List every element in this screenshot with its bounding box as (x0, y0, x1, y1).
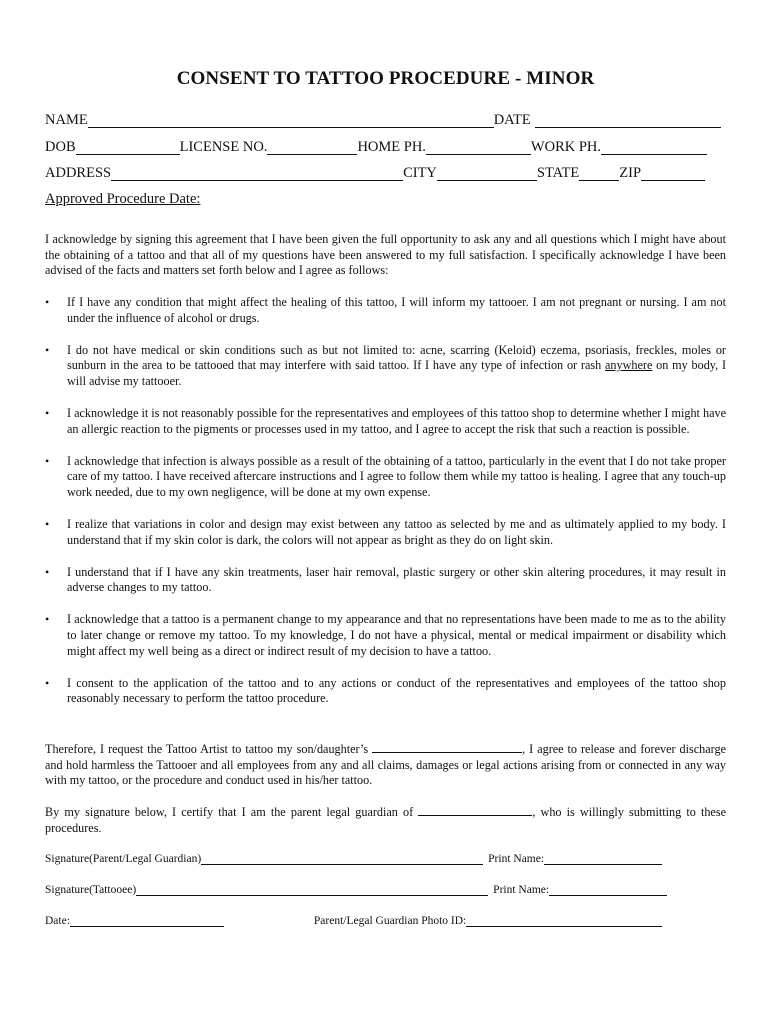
minor-name-field[interactable] (418, 804, 532, 816)
date-field[interactable] (535, 113, 721, 128)
work-phone-field[interactable] (601, 140, 707, 155)
photo-id-label: Parent/Legal Guardian Photo ID: (313, 915, 467, 927)
list-item (45, 517, 726, 548)
child-name-field[interactable] (372, 741, 522, 753)
bullet-text: I do not have medical or skin conditions such as but not limited to: acne, scarring (Keloid) eczema, psoriasis, freckles, moles or sunburn in the area to be tattooed that may interfere with said tattoo. If I have any type of infection or rash (67, 342, 726, 373)
intro-paragraph: I acknowledge by signing this agreement that I have been given the full opportunity to ask any and all questions which I might have about the obtaining of a tattoo and that all of my questions have been answered to my full satisfaction. I specifically acknowledge I have been advised of the facts and matters set forth below and I agree as follows: (45, 232, 726, 278)
list-item (45, 454, 726, 501)
bullet-icon: • (45, 453, 50, 468)
parent-signature-field[interactable] (201, 852, 483, 865)
tattooee-print-name-field[interactable] (549, 883, 667, 896)
therefore-text: , I agree to release and forever discharge and hold harmless the Tattooer and all employees from any and all claims, damages or legal actions arising from or connected in any way with my tattoo, or the procedure and conduct used in his/her tattoo. (45, 742, 727, 788)
bullet-icon: • (45, 675, 50, 690)
print-name-label: Print Name: (493, 884, 550, 896)
bullet-icon: • (45, 342, 50, 357)
bullet-icon: • (45, 516, 50, 531)
dob-row (45, 137, 726, 155)
list-item (45, 406, 726, 437)
license-label: LICENSE NO. (179, 139, 268, 155)
date-label: DATE (493, 112, 531, 128)
address-field[interactable] (111, 166, 403, 181)
parent-signature-label: Signature(Parent/Legal Guardian) (45, 853, 202, 865)
bullet-icon: • (45, 405, 50, 420)
city-label: CITY (403, 165, 437, 181)
zip-label: ZIP (619, 165, 642, 181)
approved-procedure-date: Approved Procedure Date: (45, 191, 201, 207)
state-label: STATE (536, 165, 580, 181)
photo-id-field[interactable] (466, 914, 662, 927)
dob-label: DOB (45, 139, 76, 155)
bullet-text: I understand that if I have any skin treatments, laser hair removal, plastic surgery or other skin altering procedures, it may result in adverse changes to my tattoo. (67, 564, 726, 595)
list-item (45, 343, 726, 390)
tattooee-signature-field[interactable] (136, 883, 488, 896)
certify-text: , who is willingly submitting to these procedures. (45, 805, 726, 835)
list-item (45, 612, 726, 659)
form-title: CONSENT TO TATTOO PROCEDURE - MINOR (176, 68, 595, 89)
therefore-text: Therefore, I request the Tattoo Artist to tattoo my son/daughter’s (45, 742, 373, 756)
parent-signature-row (45, 849, 726, 865)
state-field[interactable] (579, 166, 619, 181)
bullet-text: I acknowledge that infection is always possible as a result of the obtaining of a tattoo, particularly in the event that I do not take proper care of my tattoo. I have received aftercare instructions and I agree to follow them while my tattoo is healing. I agree that any touch-up work needed, due to my own negligence, will be done at my own expense. (67, 453, 726, 499)
underlined-word: anywhere (605, 358, 653, 373)
work-phone-label: WORK PH. (530, 139, 602, 155)
parent-print-name-field[interactable] (544, 852, 662, 865)
bullet-text: on my body, I will advise my tattooer. (67, 358, 727, 388)
name-label: NAME (45, 112, 88, 128)
license-field[interactable] (267, 140, 357, 155)
list-item (45, 565, 726, 596)
bullet-icon: • (45, 612, 50, 627)
name-date-row (45, 110, 726, 128)
bullet-text: I realize that variations in color and design may exist between any tattoo as selected by me and as ultimately applied to my body. I understand that if my skin color is dark, the colors will not appear as bright as they do on light skin. (67, 516, 726, 547)
address-row (45, 163, 726, 181)
address-label: ADDRESS (45, 165, 112, 181)
bullet-text: I acknowledge that a tattoo is a permanent change to my appearance and that no representations have been made to me as to the ability to later change or remove my tattoo. To my knowledge, I do not have a physical, mental or medical impairment or disability which might affect my well being as a direct or indirect result of my decision to have a tattoo. (67, 612, 726, 658)
signature-date-label: Date: (45, 915, 70, 927)
certify-text: By my signature below, I certify that I am the parent legal guardian of (45, 805, 419, 819)
certify-paragraph (45, 804, 726, 836)
zip-field[interactable] (641, 166, 705, 181)
list-item (45, 295, 726, 326)
date-photo-row (45, 911, 726, 927)
signature-date-field[interactable] (70, 914, 224, 927)
list-item (45, 676, 726, 707)
city-field[interactable] (437, 166, 537, 181)
bullet-text: I consent to the application of the tattoo and to any actions or conduct of the representatives and employees of the tattoo shop reasonably necessary to perform the tattoo procedure. (67, 675, 726, 706)
dob-field[interactable] (76, 140, 180, 155)
print-name-label: Print Name: (488, 853, 545, 865)
acknowledgement-list (45, 295, 726, 723)
bullet-text: I acknowledge it is not reasonably possible for the representatives and employees of this tattoo shop to determine whether I might have an allergic reaction to the pigments or processes used in my tattoo, and I agree to accept the risk that such a reaction is possible. (67, 405, 726, 436)
tattooee-signature-row (45, 880, 726, 896)
name-field[interactable] (88, 113, 494, 128)
bullet-text: If I have any condition that might affect the healing of this tattoo, I will inform my tattooer. I am not pregnant or nursing. I am not under the influence of alcohol or drugs. (67, 295, 726, 325)
home-phone-label: HOME PH. (357, 139, 426, 155)
bullet-icon: • (45, 295, 50, 309)
bullet-icon: • (45, 564, 50, 579)
home-phone-field[interactable] (426, 140, 531, 155)
tattooee-signature-label: Signature(Tattooee) (45, 884, 137, 896)
therefore-paragraph (45, 741, 726, 789)
